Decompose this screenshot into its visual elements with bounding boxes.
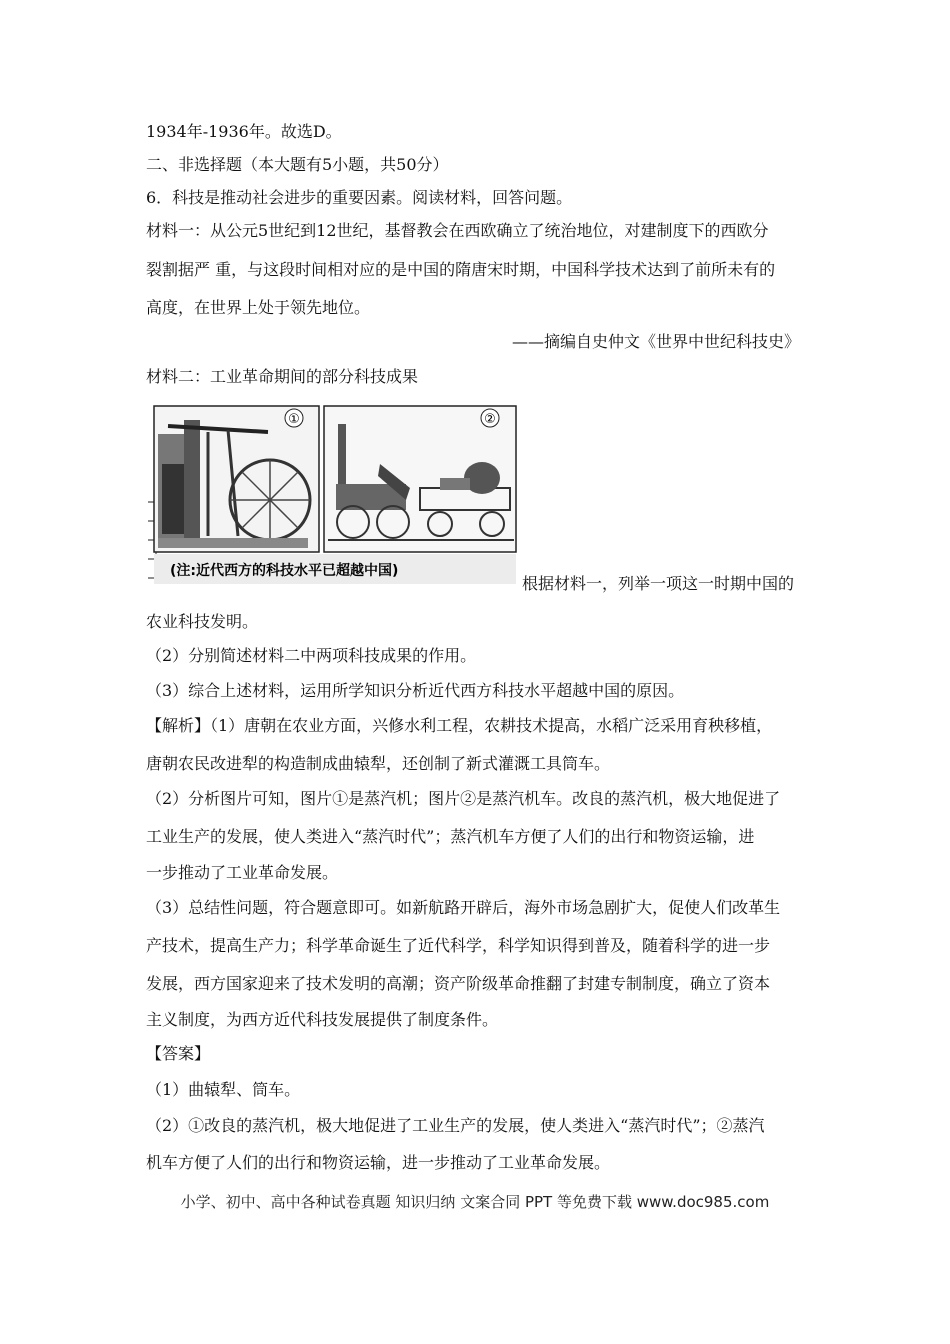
text-line: 发展，西方国家迎来了技术发明的高潮；资产阶级革命推翻了封建专制制度，确立了资本: [146, 974, 771, 993]
text-line: 材料一：从公元5世纪到12世纪，基督教会在西欧确立了统治地位，对建制度下的西欧分: [146, 221, 769, 240]
text-line: 农业科技发明。: [146, 612, 259, 631]
analysis-heading: 【解析】（1）唐朝在农业方面，兴修水利工程，农耕技术提高，水稻广泛采用育秧移植，: [146, 716, 773, 735]
steam-locomotive-panel: [324, 406, 516, 552]
question-1: 根据材料一，列举一项这一时期中国的: [522, 574, 795, 593]
section-heading: 二、非选择题（本大题有5小题，共50分）: [146, 155, 449, 174]
text-line: 主义制度，为西方近代科技发展提供了制度条件。: [146, 1010, 499, 1029]
figure-caption: (注:近代西方的科技水平已超越中国): [170, 563, 399, 579]
text-line: 唐朝农民改进犁的构造制成曲辕犁，还创制了新式灌溉工具筒车。: [146, 754, 611, 773]
answer-2: （2）①改良的蒸汽机，极大地促进了工业生产的发展，使人类进入“蒸汽时代”；②蒸汽: [146, 1116, 765, 1135]
text-line: 裂割据严 重，与这段时间相对应的是中国的隋唐宋时期，中国科学技术达到了前所未有的: [146, 260, 776, 279]
figure-illustration: [148, 404, 518, 586]
panel-label-2: ②: [484, 412, 496, 427]
page-footer: 小学、初中、高中各种试卷真题 知识归纳 文案合同 PPT 等免费下载 www.doc985.com: [180, 1193, 770, 1211]
panel-label-1: ①: [288, 412, 300, 427]
text-line: 机车方便了人们的出行和物资运输，进一步推动了工业革命发展。: [146, 1153, 611, 1172]
text-line: （3）总结性问题，符合题意即可。如新航路开辟后，海外市场急剧扩大，促使人们改革生: [146, 898, 781, 917]
source-citation: ——摘编自史仲文《世界中世纪科技史》: [511, 332, 800, 351]
answer-heading: 【答案】: [146, 1044, 211, 1063]
text-line: 1934年-1936年。故选D。: [146, 122, 342, 141]
text-line: 高度，在世界上处于领先地位。: [146, 298, 371, 317]
text-line: 工业生产的发展，使人类进入“蒸汽时代”；蒸汽机车方便了人们的出行和物资运输，进: [146, 827, 755, 846]
question-2: （2）分别简述材料二中两项科技成果的作用。: [146, 646, 477, 665]
text-line: 材料二：工业革命期间的部分科技成果: [146, 367, 419, 386]
text-line: （2）分析图片可知，图片①是蒸汽机；图片②是蒸汽机车。改良的蒸汽机，极大地促进了: [146, 789, 781, 808]
question-3: （3）综合上述材料，运用所学知识分析近代西方科技水平超越中国的原因。: [146, 681, 685, 700]
answer-1: （1）曲辕犁、筒车。: [146, 1080, 301, 1099]
question-stem: 6．科技是推动社会进步的重要因素。阅读材料，回答问题。: [146, 188, 573, 207]
material-figure: [148, 404, 518, 586]
steam-engine-panel: [154, 406, 319, 552]
text-line: 一步推动了工业革命发展。: [146, 863, 339, 882]
text-line: 产技术，提高生产力；科学革命诞生了近代科学，科学知识得到普及，随着科学的进一步: [146, 936, 771, 955]
